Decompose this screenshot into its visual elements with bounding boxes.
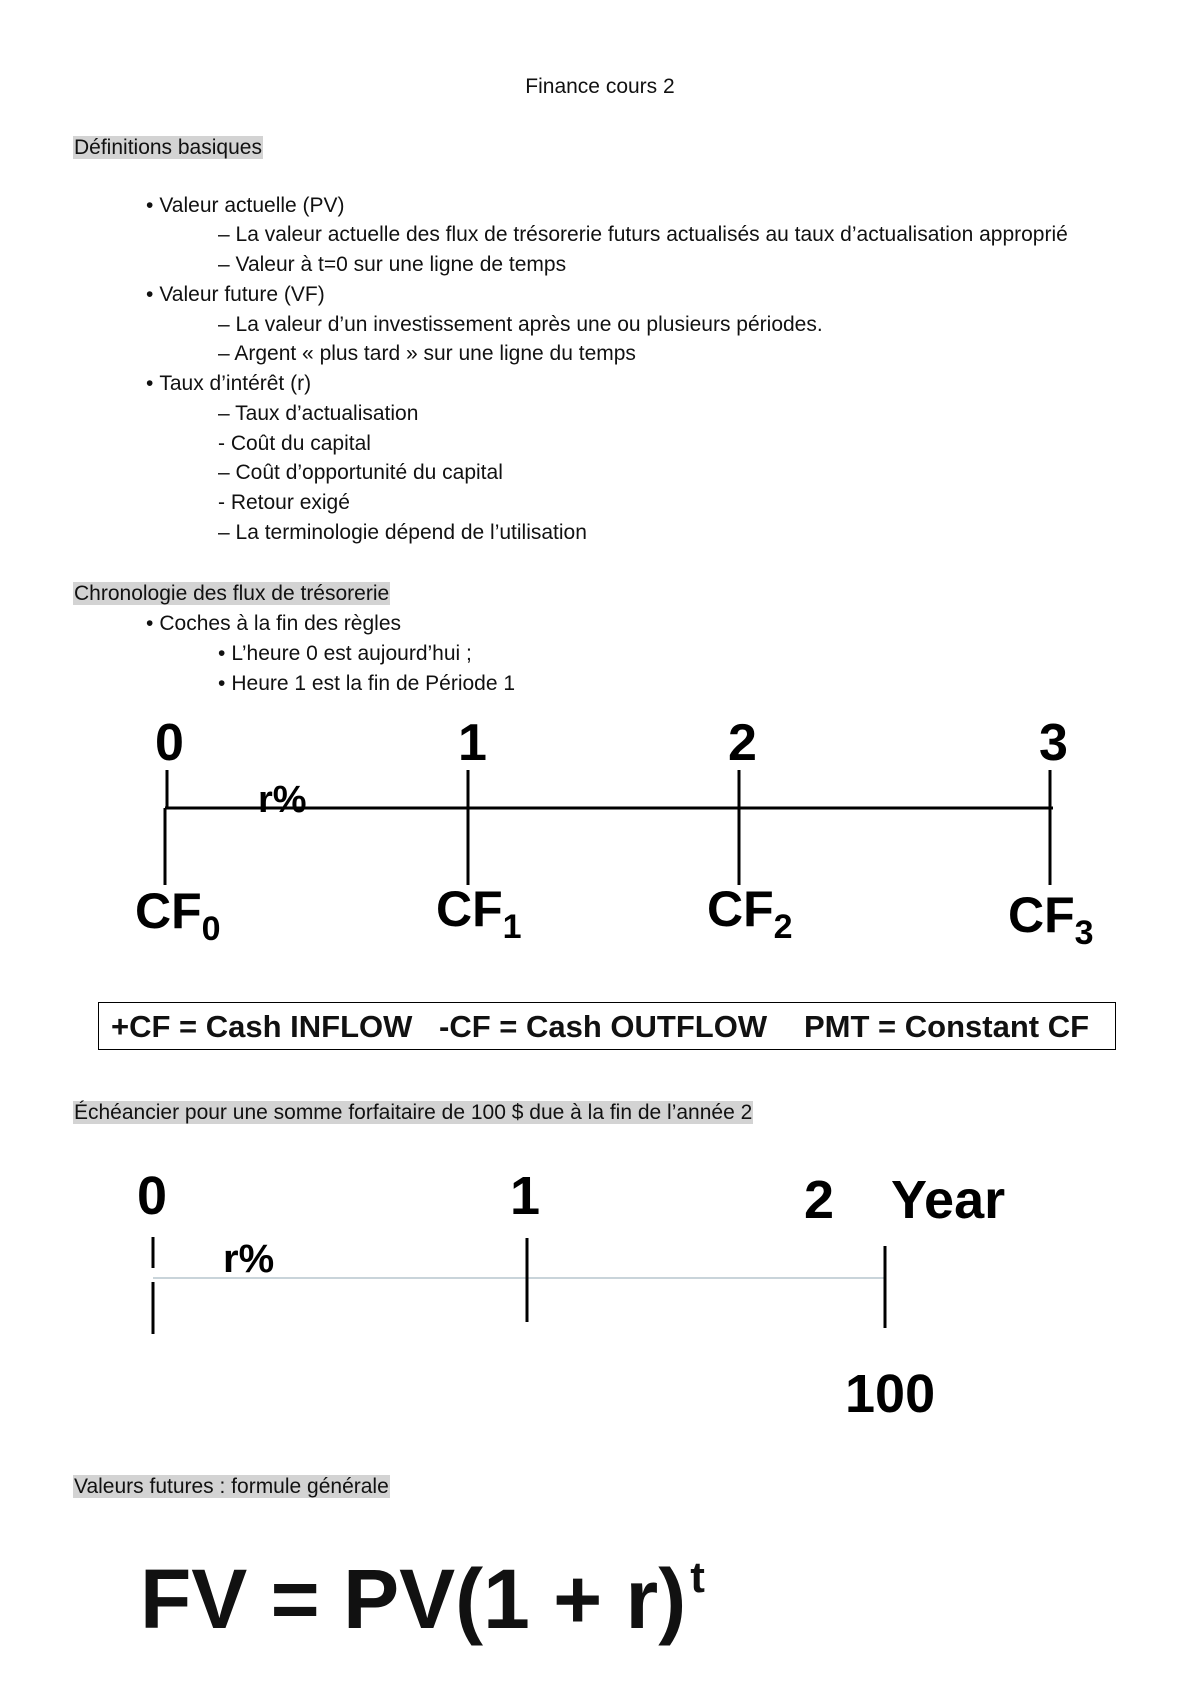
section-heading-echeancier bbox=[73, 1100, 753, 1126]
section-heading-chronologie bbox=[73, 581, 390, 607]
year-label: Year bbox=[891, 1170, 1006, 1230]
future-value-formula bbox=[140, 1528, 705, 1649]
document-title: Finance cours 2 bbox=[525, 75, 675, 98]
cf-label-3 bbox=[1008, 887, 1094, 952]
rate-item-2: - Coût du capital bbox=[218, 432, 371, 455]
tick-label-0: 0 bbox=[155, 720, 184, 772]
cf-sub-3: 3 bbox=[1074, 914, 1094, 952]
bullet-coches: • Coches à la fin des règles bbox=[146, 611, 401, 637]
cash-flow-timeline bbox=[0, 720, 1200, 980]
cf-sub-1: 1 bbox=[502, 908, 522, 946]
fv-item-1: – La valeur d’un investissement après une ou plusieurs périodes. bbox=[218, 313, 823, 336]
cf-label-2 bbox=[707, 881, 793, 946]
heading-highlight: Échéancier pour une somme forfaitaire de 100 $ due à la fin de l’année 2 bbox=[74, 1101, 753, 1124]
cf-base: CF bbox=[135, 883, 202, 939]
lump-sum-timeline bbox=[0, 1170, 1200, 1430]
bullet-pv: • Valeur actuelle (PV) bbox=[146, 193, 345, 219]
cf-label-0 bbox=[135, 883, 221, 948]
tick-label-1: 1 bbox=[510, 1170, 541, 1226]
bullet-fv: • Valeur future (VF) bbox=[146, 282, 325, 308]
fv-item-2: – Argent « plus tard » sur une ligne du temps bbox=[218, 342, 636, 365]
section-heading-definitions bbox=[73, 135, 263, 161]
cf-sub-0: 0 bbox=[201, 910, 221, 948]
legend-outflow: -CF = Cash OUTFLOW bbox=[439, 1009, 768, 1044]
pv-item-1: – La valeur actuelle des flux de trésorerie futurs actualisés au taux d’actualisation approprié bbox=[218, 223, 1068, 246]
heading-highlight: Définitions basiques bbox=[74, 136, 262, 159]
cf-label-1 bbox=[436, 881, 522, 946]
subitem-heure-1: • Heure 1 est la fin de Période 1 bbox=[218, 671, 515, 697]
bullet-rate: • Taux d’intérêt (r) bbox=[146, 371, 311, 397]
pv-item-2: – Valeur à t=0 sur une ligne de temps bbox=[218, 253, 567, 276]
tick-label-3: 3 bbox=[1039, 720, 1068, 772]
rate-item-4: - Retour exigé bbox=[218, 491, 350, 514]
cf-base: CF bbox=[436, 881, 503, 937]
cash-flow-legend bbox=[98, 1002, 1116, 1050]
section-heading-valeurs-futures bbox=[73, 1474, 390, 1500]
legend-inflow: +CF = Cash INFLOW bbox=[111, 1009, 413, 1044]
rate-label: r% bbox=[258, 779, 307, 821]
cf-base: CF bbox=[1008, 887, 1075, 943]
tick-label-1: 1 bbox=[458, 720, 487, 772]
tick-label-0: 0 bbox=[137, 1170, 168, 1226]
rate-label: r% bbox=[223, 1237, 275, 1281]
formula-exponent: t bbox=[690, 1553, 705, 1602]
cf-base: CF bbox=[707, 881, 774, 937]
tick-label-2: 2 bbox=[804, 1170, 835, 1230]
heading-highlight: Valeurs futures : formule générale bbox=[74, 1475, 389, 1498]
legend-pmt: PMT = Constant CF bbox=[804, 1009, 1090, 1044]
rate-item-5: – La terminologie dépend de l’utilisation bbox=[218, 521, 587, 544]
formula-body: FV = PV(1 + r) bbox=[140, 1552, 687, 1646]
amount-label: 100 bbox=[845, 1364, 936, 1424]
cf-sub-2: 2 bbox=[773, 908, 793, 946]
heading-highlight: Chronologie des flux de trésorerie bbox=[74, 582, 390, 605]
subitem-heure-0: • L’heure 0 est aujourd’hui ; bbox=[218, 641, 472, 667]
rate-item-1: – Taux d’actualisation bbox=[218, 402, 419, 425]
tick-label-2: 2 bbox=[728, 720, 757, 772]
rate-item-3: – Coût d’opportunité du capital bbox=[218, 461, 503, 484]
